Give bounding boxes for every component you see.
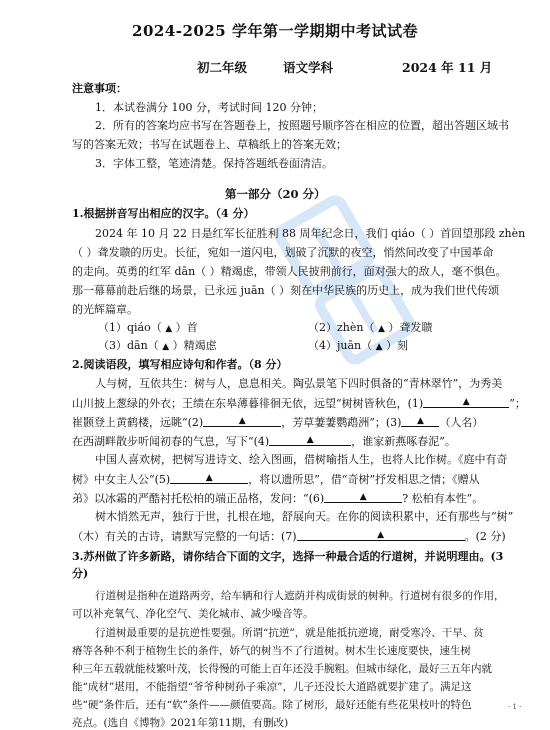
answer-label: （3）dān（ <box>98 339 159 352</box>
q2-line: 人与树，互依共生：树与人，息息相关。陶弘景笔下四时俱备的“青林翠竹”，为秀美 <box>95 377 503 390</box>
answer-label: ）聋发聩 <box>388 321 433 334</box>
answer-mark: ▲ <box>416 416 424 426</box>
question-3-heading: 3.苏州做了许多新路，请你结合下面的文字，选择一种最合适的行道树，并说明理由。(3 <box>72 550 504 563</box>
q2-text: 山川披上葱绿的外衣；王绩在东皋薄暮徘徊无依，远望“树树皆秋色，(1) <box>72 397 424 410</box>
answer-label: ）首 <box>175 321 198 334</box>
q3-line: 些“硬”条件后，还有“软”条件——颜值要高。除了树形，最好还能有些花果枝叶的特色 <box>72 699 472 711</box>
notice-item: 2．所有的答案均应书写在答题卷上，按照题号顺序答在相应的位置，超出答题区域书 <box>95 119 509 132</box>
q1-para-line: 2024 年 10 月 22 日是红军长征胜利 88 周年纪念日，我们 qiáo（ ）首回望那段 zhèn <box>95 227 526 240</box>
q2-text: 崔颢登上黄鹤楼，远眺“(2) <box>72 416 204 429</box>
answer-mark: ▲ <box>162 342 170 352</box>
subject-label: 语文学科 <box>283 60 334 75</box>
grade-label: 初二年级 <box>197 60 248 75</box>
q2-line <box>72 472 480 487</box>
answer-label: （1）qiáo（ <box>98 321 162 334</box>
q2-line <box>72 415 483 430</box>
q1-para-line: （ ）聋发聩的历史。长征，宛如一道闪电，划破了沉默的夜空，悄然间改变了中国革命 <box>72 246 494 259</box>
answer-mark: ▲ <box>359 492 367 502</box>
q1-para-line: 的光辉篇章。 <box>72 303 138 316</box>
q2-text: ，将以遗所思”，借“奇树”抒发相思之情；《赠从 <box>248 473 480 486</box>
answer-mark: ▲ <box>165 324 173 334</box>
q3-line: 瘠等各种不利于植物生长的条件，娇气的树当不了行道树。树木生长速度要快，速生树 <box>72 645 471 657</box>
answer-label: ）精竭虑 <box>172 339 217 352</box>
q3-line: 行道树是指种在道路两旁，给车辆和行人遮荫并构成街景的树种。行道树有很多的作用， <box>95 590 505 602</box>
answer-mark: ▲ <box>375 342 383 352</box>
q2-line <box>72 491 483 506</box>
q3-line: 能“成材”堪用，不能指望“爷爷种树孙子乘凉”，儿子还没长大道路就要扩建了。满足这 <box>72 681 472 693</box>
q3-line: 可以补充氧气、净化空气、美化城市、减少噪音等。 <box>72 608 314 620</box>
answer-mark: ▲ <box>205 473 213 483</box>
q2-text: ? 松柏有本性”。 <box>402 492 484 505</box>
q2-text: 在西湖畔散步听闻初春的气息，写下“(4) <box>72 435 270 448</box>
date-label: 2024 年 11 月 <box>402 60 493 75</box>
page-number: · 1 · <box>508 703 522 711</box>
answer-mark: ▲ <box>462 397 470 407</box>
page-title: 2024-2025 学年第一学期期中考试试卷 <box>132 22 418 40</box>
q2-text: ，芳草萋萋鹦鹉洲”；(3) <box>281 416 402 429</box>
q3-line: 种三年五载就能枝繁叶茂，长得慢的可能上百年还没手腕粗。但城市绿化，最好三五年内就 <box>72 663 492 675</box>
q2-line: 树木悄然无声，独行于世，扎根在地，舒展向天。在你的阅读积累中，还有那些与“树” <box>95 510 514 523</box>
q2-line <box>72 396 526 411</box>
q2-text: ，谁家新燕啄春泥”。 <box>351 435 456 448</box>
answer-mark: ▲ <box>238 416 246 426</box>
q2-text: （木）有关的古诗，请默写完整的一句话：(7) <box>72 530 297 543</box>
answer-blank <box>297 529 465 541</box>
q2-text: ”； <box>509 397 526 410</box>
q3-line: 亮点。(选自《博物》2021年第11期，有删改) <box>72 717 289 729</box>
q1-para-line: 那一幕幕前赴后继的场景，已永远 juān（ ）刻在中华民族的历史上，成为我们世代传颂 <box>72 284 500 297</box>
answer-blank <box>203 415 281 427</box>
notice-heading: 注意事项： <box>72 82 127 95</box>
q2-line: 中国人喜欢树，把树写进诗文、绘入图画，借树喻指人生，也将人比作树。《庭中有奇 <box>95 453 508 466</box>
question-2-heading: 2.阅读语段，填写相应诗句和作者。（8 分） <box>72 358 288 371</box>
q2-line <box>72 529 506 544</box>
answer-label: ）刻 <box>386 339 409 352</box>
q1-answer-2 <box>308 321 432 336</box>
answer-blank <box>269 434 351 446</box>
notice-item: 3．字体工整，笔迹清楚。保持答题纸卷面清洁。 <box>95 157 333 170</box>
answer-label: （4）juān（ <box>308 339 373 352</box>
answer-blank <box>423 396 509 408</box>
q1-answer-4 <box>308 339 408 354</box>
answer-label: （2）zhèn（ <box>308 321 375 334</box>
q2-line <box>72 434 456 449</box>
q1-para-line: 的走向。英勇的红军 dān（ ）精竭虑，带领人民披荆前行，面对强大的敌人，毫不惧色。 <box>72 265 507 278</box>
answer-mark: ▲ <box>306 435 314 445</box>
q1-answer-3 <box>98 339 217 354</box>
q1-answer-1 <box>98 321 198 336</box>
notice-item: 1．本试卷满分 100 分，考试时间 120 分钟； <box>95 101 323 114</box>
notice-item: 写的答案无效；书写在试题卷上、草稿纸上的答案无效； <box>72 138 347 151</box>
answer-blank <box>170 472 248 484</box>
question-3-heading-cont: 分) <box>72 567 89 580</box>
answer-mark: ▲ <box>377 530 385 540</box>
part-heading: 第一部分（20 分） <box>225 187 326 201</box>
q2-text: （人名） <box>439 416 484 429</box>
answer-blank <box>401 415 439 427</box>
q2-text: 。(2 分) <box>464 530 506 543</box>
q2-text: 弟》以冰霜的严酷衬托松柏的端正品格，发问：“(6) <box>72 492 325 505</box>
q2-text: 树》中女主人公“(5) <box>72 473 171 486</box>
answer-mark: ▲ <box>377 324 385 334</box>
question-1-heading: 1.根据拼音写出相应的汉字。（4 分） <box>72 207 255 220</box>
answer-blank <box>324 491 402 503</box>
q3-line: 行道树最重要的是抗逆性要强。所谓“抗逆”，就是能抵抗逆境，耐受寒冷、干旱、贫 <box>95 627 484 639</box>
